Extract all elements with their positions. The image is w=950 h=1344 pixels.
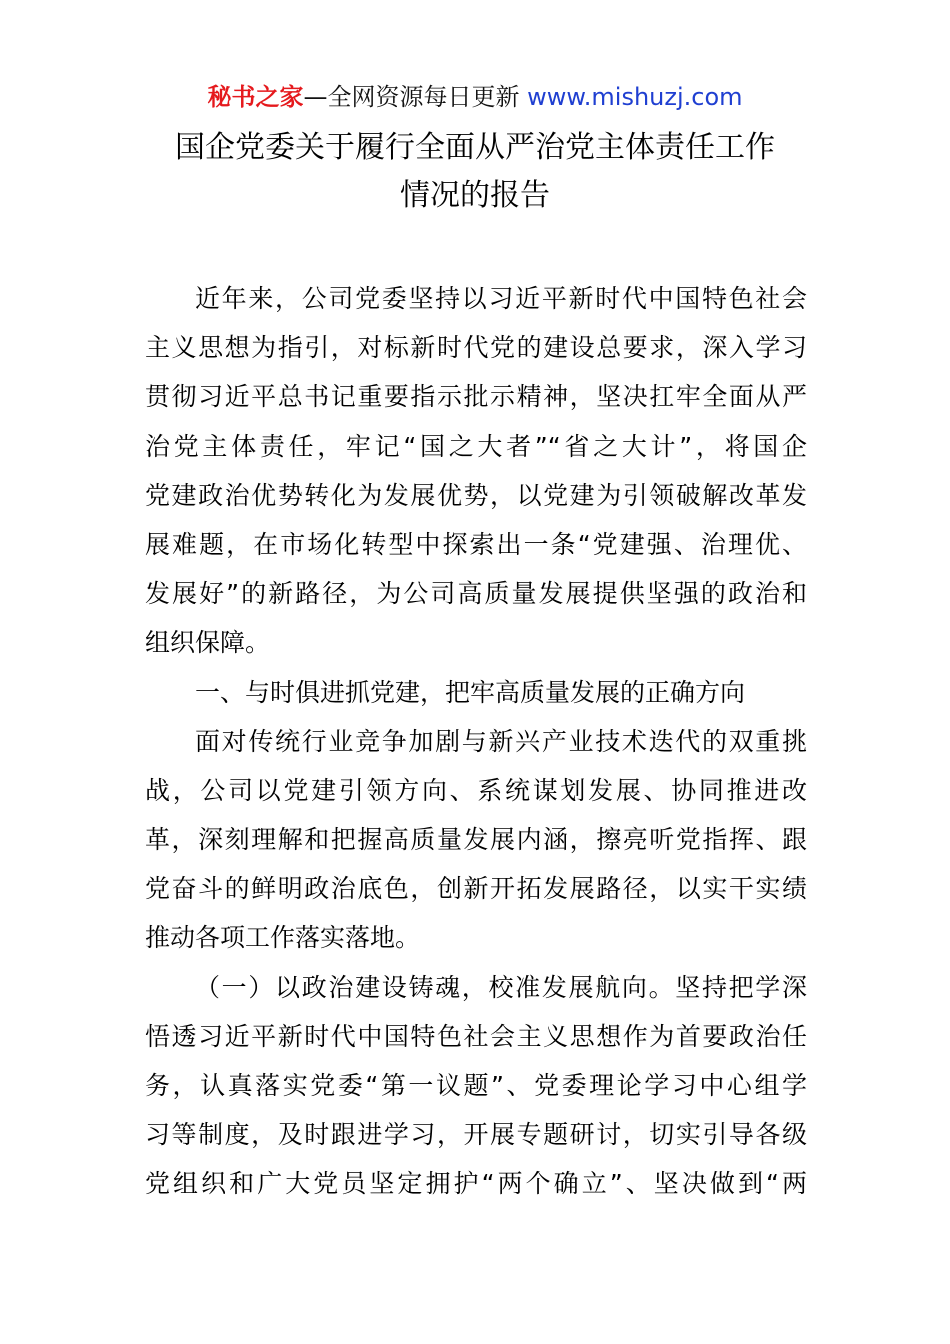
- paragraph-line: 面对传统行业竞争加剧与新兴产业技术迭代的双重挑: [195, 726, 807, 756]
- paragraph-line: 党奋斗的鲜明政治底色，创新开拓发展路径，以实干实绩: [145, 874, 807, 904]
- paragraph-line: 悟透习近平新时代中国特色社会主义思想作为首要政治任: [145, 1021, 807, 1051]
- paragraph-line: 革，深刻理解和把握高质量发展内涵，擦亮听党指挥、跟: [145, 825, 807, 855]
- paragraph-line: 主义思想为指引，对标新时代党的建设总要求，深入学习: [145, 333, 807, 363]
- paragraph-line: 习等制度，及时跟进学习，开展专题研讨，切实引导各级: [145, 1120, 807, 1150]
- section-heading: 一、与时俱进抓党建，把牢高质量发展的正确方向: [195, 677, 746, 707]
- paragraph-line: 组织保障。: [145, 628, 271, 658]
- paragraph-line: 务，认真落实党委“第一议题”、党委理论学习中心组学: [145, 1071, 807, 1100]
- document-title: [130, 124, 820, 220]
- paragraph-line: 战，公司以党建引领方向、系统谋划发展、协同推进改: [145, 775, 807, 805]
- paragraph-line: 展难题，在市场化转型中探索出一条“党建强、治理优、: [145, 529, 807, 559]
- title-line-2: 情况的报告: [400, 178, 550, 213]
- title-line-1: 国企党委关于履行全面从严治党主体责任工作: [175, 130, 775, 165]
- site-url-link[interactable]: www.mishuzj.com: [527, 83, 743, 111]
- document-body: [145, 274, 807, 1209]
- site-header: [0, 80, 950, 114]
- paragraph-line: 推动各项工作落实落地。: [145, 923, 421, 953]
- header-tagline: —全网资源每日更新: [303, 83, 528, 111]
- paragraph-line: 治党主体责任，牢记“国之大者”“省之大计”，将国企: [145, 431, 807, 461]
- paragraph-line: 党组织和广大党员坚定拥护“两个确立”、坚决做到“两: [145, 1169, 807, 1199]
- subsection-line: （一）以政治建设铸魂，校准发展航向。坚持把学深: [195, 972, 807, 1002]
- brand-name: 秘书之家: [207, 83, 304, 111]
- paragraph-line: 发展好”的新路径，为公司高质量发展提供坚强的政治和: [145, 579, 807, 609]
- paragraph-line: 近年来，公司党委坚持以习近平新时代中国特色社会: [195, 284, 807, 313]
- paragraph-line: 贯彻习近平总书记重要指示批示精神，坚决扛牢全面从严: [145, 382, 807, 412]
- paragraph-line: 党建政治优势转化为发展优势，以党建为引领破解改革发: [145, 480, 807, 510]
